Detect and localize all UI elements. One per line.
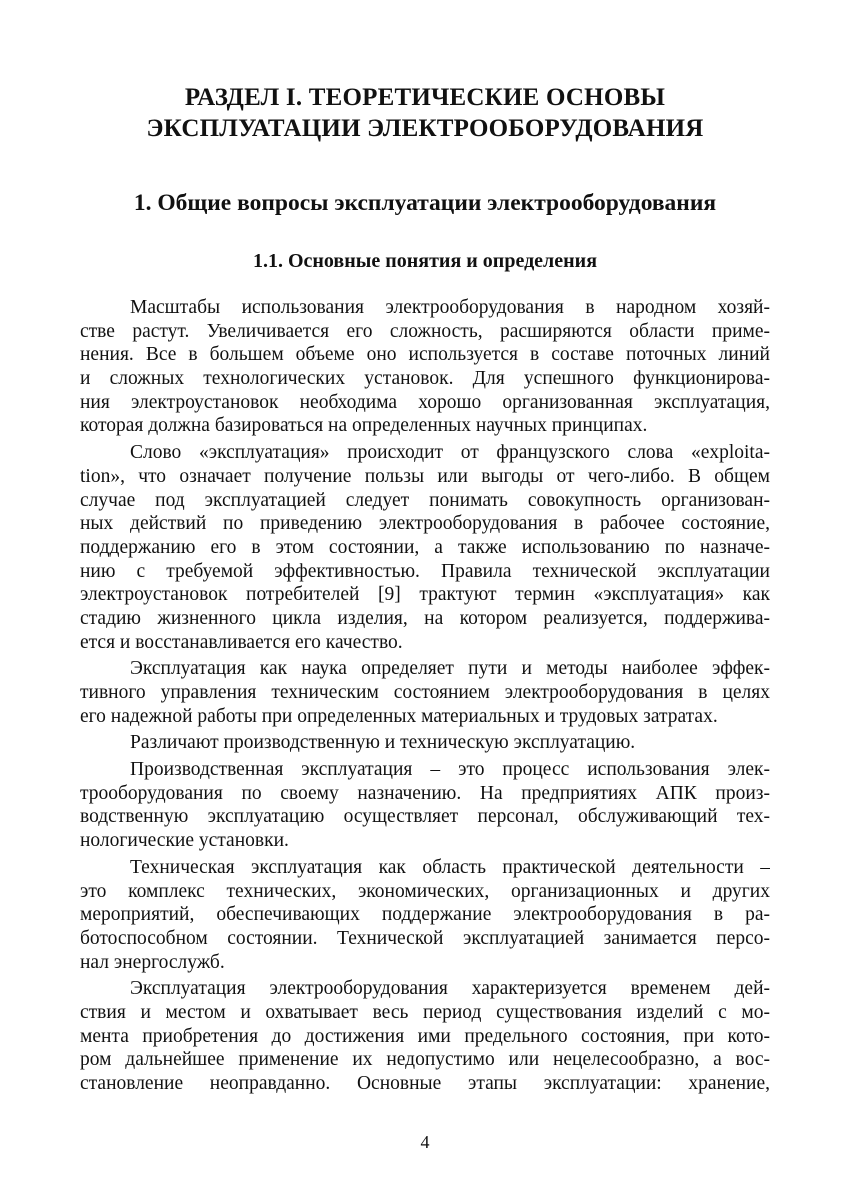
paragraph-4 [80, 731, 770, 755]
page-number: 4 [420, 1132, 430, 1152]
text-line: его надежной работы при определенных материальных и трудовых затратах. [80, 705, 718, 727]
text-line: которая должна базироваться на определенных научных принципах. [80, 415, 648, 437]
document-page [80, 0, 770, 1202]
paragraph-5 [80, 758, 770, 853]
text-line: Различают производственную и техническую эксплуатацию. [130, 732, 636, 754]
text-line: становление неоправданно. Основные этапы эксплуатации: хранение, [80, 1073, 770, 1094]
section-title: 1.1. Основные понятия и определения [252, 250, 598, 272]
text-line: это комплекс технических, экономических, организационных и других [80, 880, 770, 902]
text-line: и сложных технологических установок. Для успешного функционирова- [80, 368, 770, 390]
text-line: tion», что означает получение пользы или выгоды от чего-либо. В общем [80, 465, 770, 487]
text-line: Эксплуатация как наука определяет пути и методы наиболее эффек- [130, 658, 770, 680]
text-line: случае под эксплуатацией следует понимать совокупность организован- [80, 489, 770, 511]
text-line: мента приобретения до достижения ими предельного состояния, при кото- [80, 1025, 770, 1047]
paragraph-6 [80, 856, 770, 974]
text-line: нал энергослужб. [80, 951, 225, 973]
paragraph-1 [80, 296, 770, 438]
text-line: нения. Все в большем объеме оно используется в составе поточных линий [80, 344, 770, 366]
text-line: ния электроустановок необходима хорошо организованная эксплуатация, [80, 391, 770, 413]
part-title [80, 82, 770, 144]
part-title-line-1: РАЗДЕЛ I. ТЕОРЕТИЧЕСКИЕ ОСНОВЫ [184, 84, 666, 111]
text-line: Масштабы использования электрооборудования в народном хозяй- [130, 297, 770, 318]
part-title-line-2: ЭКСПЛУАТАЦИИ ЭЛЕКТРООБОРУДОВАНИЯ [146, 115, 704, 142]
text-line: электроустановок потребителей [9] трактуют термин «эксплуатация» как [80, 584, 770, 606]
text-line: Техническая эксплуатация как область практической деятельности – [130, 856, 770, 878]
body-text [80, 296, 770, 1099]
text-line: стве растут. Увеличивается его сложность, расширяются области приме- [80, 320, 770, 342]
text-line: Эксплуатация электрооборудования характеризуется временем дей- [130, 978, 770, 1000]
text-line: ных действий по приведению электрооборудования в рабочее состояние, [80, 513, 770, 535]
text-line: Производственная эксплуатация – это процесс использования элек- [130, 759, 770, 781]
text-line: ется и восстанавливается его качество. [80, 631, 403, 653]
chapter-title: 1. Общие вопросы эксплуатации электрооборудования [133, 190, 717, 216]
text-line: ствия и местом и охватывает весь период существования изделий с мо- [80, 1001, 770, 1023]
text-line: мероприятий, обеспечивающих поддержание электрооборудования в ра- [80, 904, 770, 926]
text-line: трооборудования по своему назначению. На предприятиях АПК произ- [80, 782, 770, 804]
text-line: стадию жизненного цикла изделия, на котором реализуется, поддержива- [80, 607, 770, 629]
text-line: Слово «эксплуатация» происходит от французского слова «exploita- [130, 442, 770, 464]
text-line: поддержанию его в этом состоянии, а также использованию по назначе- [80, 536, 770, 558]
text-line: водственную эксплуатацию осуществляет персонал, обслуживающий тех- [80, 806, 770, 828]
paragraph-2 [80, 441, 770, 654]
text-line: ботоспособном состоянии. Технической эксплуатацией занимается персо- [80, 927, 770, 949]
paragraph-3 [80, 657, 770, 728]
text-line: нию с требуемой эффективностью. Правила технической эксплуатации [80, 560, 770, 582]
text-line: ром дальнейшее применение их недопустимо или нецелесообразно, а вос- [80, 1049, 770, 1071]
text-line: нологические установки. [80, 830, 289, 852]
text-line: тивного управления техническим состоянием электрооборудования в целях [80, 682, 770, 703]
paragraph-7 [80, 977, 770, 1095]
